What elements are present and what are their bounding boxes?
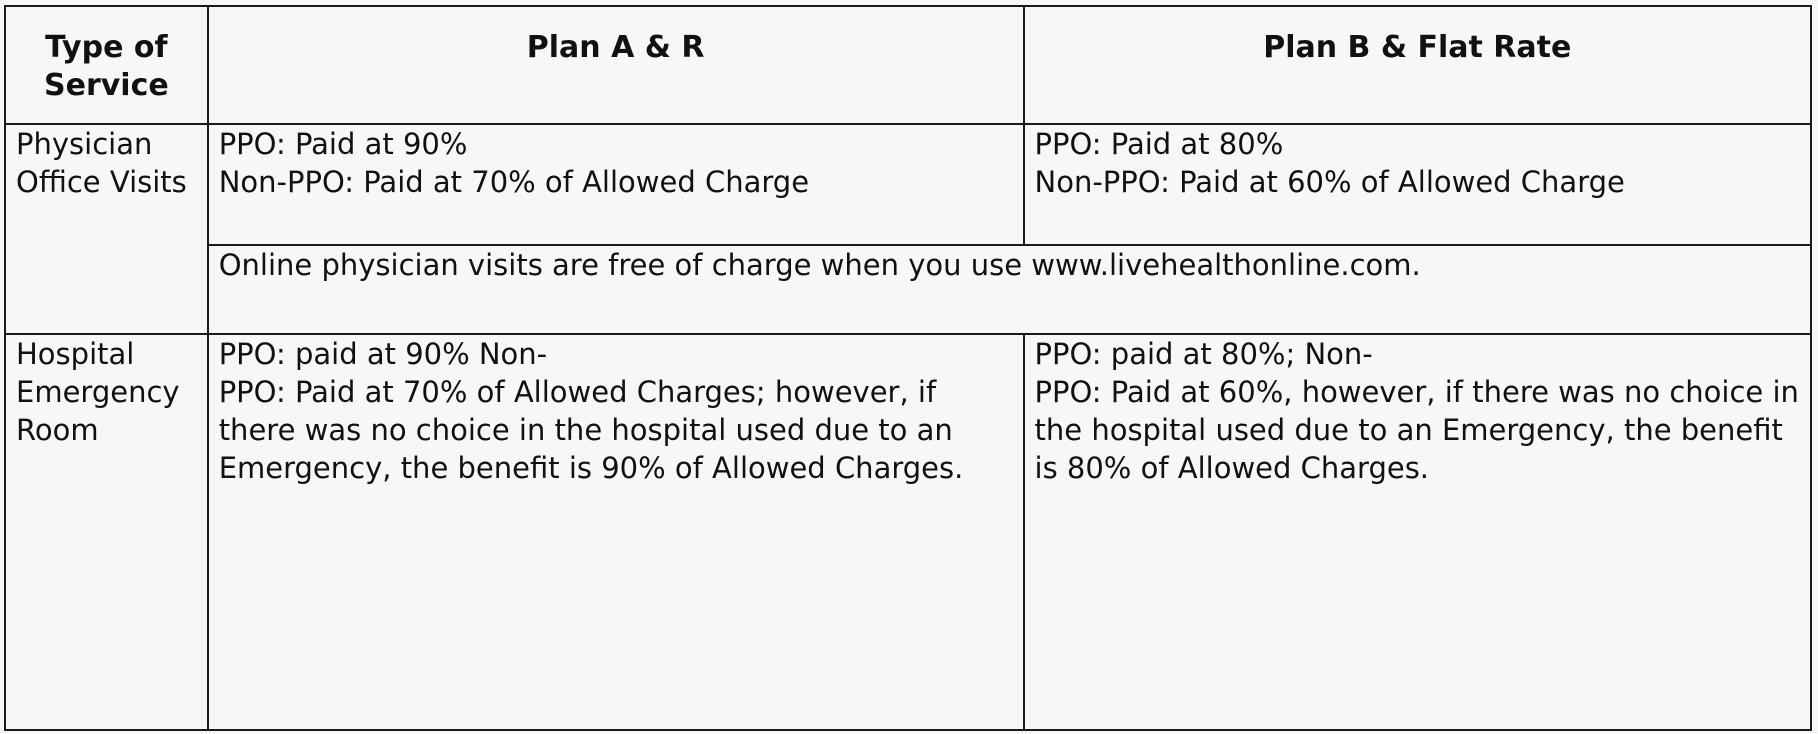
table-header-row — [5, 6, 1811, 124]
office-visits-plan-b-flat — [1024, 124, 1811, 245]
er-plan-b-flat — [1024, 334, 1811, 730]
office-plan-b-ppo: PPO: Paid at 80% — [1034, 127, 1284, 161]
benefits-table — [4, 5, 1812, 731]
table-row — [5, 245, 1811, 334]
header-plan-b-flat-rate: Plan B & Flat Rate — [1024, 6, 1811, 124]
er-plan-b-non-ppo: PPO: Paid at 60%, however, if there was no choice in the hospital used due to an Emergency, the benefit is 80% of Allowed Charges. — [1034, 375, 1799, 485]
office-plan-a-non-ppo: Non-PPO: Paid at 70% of Allowed Charge — [218, 165, 810, 199]
er-plan-a-non-ppo: PPO: Paid at 70% of Allowed Charges; however, if there was no choice in the hospital used due to an Emergency, the benefit is 90% of Allowed Charges. — [218, 375, 964, 485]
office-visits-plan-a-r — [208, 124, 1024, 245]
er-plan-a-ppo: PPO: paid at 90% Non- — [218, 337, 548, 371]
er-plan-b-ppo: PPO: paid at 80%; Non- — [1034, 337, 1373, 371]
office-plan-a-ppo: PPO: Paid at 90% — [218, 127, 468, 161]
er-plan-a-r — [208, 334, 1024, 730]
table-row — [5, 334, 1811, 730]
table-row — [5, 124, 1811, 245]
header-type-of-service: Type of Service — [5, 6, 208, 124]
service-physician-office-visits: Physician Office Visits — [5, 124, 208, 334]
office-plan-b-non-ppo: Non-PPO: Paid at 60% of Allowed Charge — [1034, 165, 1625, 199]
service-hospital-emergency-room: Hospital Emergency Room — [5, 334, 208, 730]
online-visits-note: Online physician visits are free of charge when you use www.livehealthonline.com. — [208, 245, 1811, 334]
header-plan-a-r: Plan A & R — [208, 6, 1024, 124]
